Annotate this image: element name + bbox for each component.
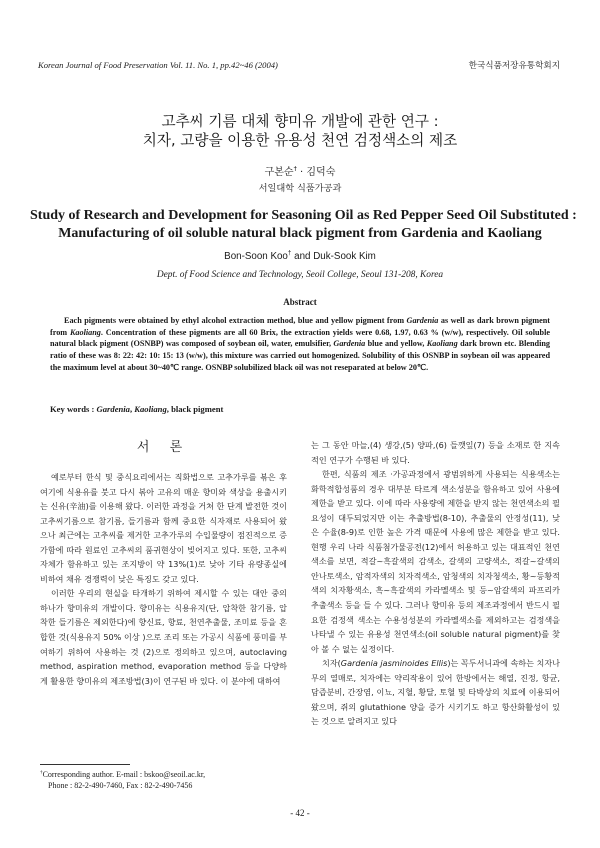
title-english-line1: Study of Research and Development for Seasoning Oil as Red Pepper Seed Oil Substituted : bbox=[30, 208, 577, 223]
authors-english bbox=[40, 251, 560, 262]
intro-paragraph-4: 한편, 식품의 제조 ·가공과정에서 광범위하게 사용되는 식용색소는 화학적합성품의 경우 대부분 타르계 색소성분을 함유하고 있어 사용에 제한을 받고 있다. 이에 따라 사용량에 제한을 받지 않는 천연색소의 필요성이 대두되었지만 이는 추출방법(8-10), 추출물의 안정성(11), 낮은 수율(8-9)로 인한 높은 가격 때문에 사용에 많은 제한을 받고 있다. 현행 우리 나라 식품첨가물공전(12)에서 허용하고 있는 대표적인 천연색소를 보면, 적갈~흑갈색의 감색소, 갈색의 고량색소, 적갈~갈색의 안나토색소, 암적자색의 치자적색소, 암청색의 치자청색소, 황~등황적색의 치자황색소, 흑~흑갈색의 카라멜색소 및 등~암갈색의 파프리카추출색소 등을 들 수 있다. 그러나 향미유 등의 제조과정에서 반드시 필요한 검정색 색소는 수용성성분의 카라멜색소를 제외하고는 검정색을 나타낼 수 있는 유용성 천연색소(oil soluble natural pigment)를 찾아 볼 수 없는 실정이다. bbox=[311, 469, 560, 654]
footnote-phone: Phone : 82-2-490-7460, Fax : 82-2-490-7456 bbox=[48, 781, 193, 790]
title-korean-line1: 고추씨 기름 대체 향미유 개발에 관한 연구 : bbox=[161, 113, 439, 130]
intro-paragraph-5: 치자(Gardenia jasminoides Ellis)는 꼭두서니과에 속하는 치자나무의 열매로, 치자에는 약리작용이 있어 한방에서는 해열, 진정, 항균, 담즙분비, 간장염, 이뇨, 지혈, 황달, 토혈 및 타박상의 치료에 이용되어 왔으며, 쥐의 glutathione 양을 증가 시키기도 하고 항산화활성이 있는 것으로 알려지고 있다 bbox=[311, 658, 560, 727]
corresponding-mark: † bbox=[293, 164, 297, 173]
footnote-email: Corresponding author. E-mail : bskoo@seoil.ac.kr, bbox=[42, 770, 206, 779]
author-korean-2: · 김덕숙 bbox=[296, 167, 336, 178]
author-english-1: Bon-Soon Koo bbox=[224, 251, 288, 262]
section-heading-introduction: 서 론 bbox=[136, 440, 191, 455]
body-column-left bbox=[40, 470, 287, 688]
keywords-label: Key words : bbox=[50, 404, 97, 414]
abstract-heading: Abstract bbox=[283, 297, 317, 307]
intro-paragraph-1: 예로부터 한식 및 중식요리에서는 직화법으로 고추가루를 볶은 후 여기에 식용유를 붓고 다시 볶아 고유의 매운 향미와 색상을 용출시키는 신유(辛油)를 이용해 왔다. 이러한 과정을 거쳐 한 단계 발전한 것이 고추씨기름으로 참기름, 들기름과 함께 중요한 식자재로 사용되어 왔으나 최근에는 고추씨를 제거한 고추가루의 수입물량이 점진적으로 증가함에 따라 원료인 고추씨의 품귀현상이 빚어지고 있다. 또한, 고추씨 자체가 함유하고 있는 조지방이 약 13%(1)로 낮아 기타 유량종실에 비하여 채유 경쟁력이 낮은 특징도 갖고 있다. bbox=[40, 472, 287, 584]
footnote-rule bbox=[40, 764, 130, 765]
authors-korean bbox=[40, 163, 560, 178]
title-english-line2: Manufacturing of oil soluble natural black pigment from Gardenia and Kaoliang bbox=[58, 226, 542, 241]
title-korean-line2: 치자, 고량을 이용한 유용성 천연 검정색소의 제조 bbox=[142, 132, 458, 149]
footnote-mark: † bbox=[40, 769, 43, 776]
intro-paragraph-2: 이러한 우리의 현실을 타개하기 위하여 제시할 수 있는 대안 중의 하나가 향미유의 개발이다. 향미유는 식용유지(단, 압착한 참기름, 압착한 들기름은 제외한다)에 향신료, 향료, 천연추출물, 조미료 등을 혼합한 것(식용유지 50% 이상 )으로 조리 또는 가공시 식품에 풍미를 부여하기 위하여 사용하는 것 (2)으로 정의하고 있으며, autoclaving method, aspiration method, evaporation method 등을 다양하게 활용한 향미유의 제조방법(3)이 연구된 바 있다. 이 분야에 대하여 bbox=[40, 588, 287, 686]
footnote bbox=[40, 769, 287, 791]
corresponding-mark-en: † bbox=[287, 249, 292, 257]
page-number: - 42 - bbox=[290, 808, 310, 818]
author-korean-1: 구본순 bbox=[264, 167, 294, 178]
abstract-body: Each pigments were obtained by ethyl alcohol extraction method, blue and yellow pigment from Gardenia as well as dark brown pigment from Kaoliang. Concentration of these pigments are all 60 Brix, the extraction yields were 0.68, 1.97, 0.63 % (w/w), respectively. Oil soluble natural black pigment (OSNBP) was composed of soybean oil, water, emulsifier, Gardenia blue and yellow, Kaoliang dark brown etc. Blending ratio of these was 8: 22: 42: 10: 15: 13 (w/w), this mixture was carried out homogenized. Solubility of this OSNBP in soybean oil was appeared the maximum level at about 30~40℃ range. OSNBP solubilized black oil was not reseparated at below 20℃. bbox=[50, 316, 551, 372]
journal-citation: Korean Journal of Food Preservation Vol. 11. No. 1, pp.42~46 (2004) bbox=[38, 60, 278, 70]
society-name: 한국식품저장유통학회지 bbox=[468, 61, 560, 71]
keywords: Key words : Gardenia, Kaoliang, black pigment bbox=[50, 404, 224, 414]
intro-paragraph-3: 는 그 동안 마늘,(4) 생강,(5) 양파,(6) 들깻잎(7) 등을 소재로 한 지속적인 연구가 수행된 바 있다. bbox=[311, 440, 560, 465]
author-english-2: and Duk-Sook Kim bbox=[291, 251, 376, 262]
affiliation-english: Dept. of Food Science and Technology, Seoil College, Seoul 131-208, Korea bbox=[156, 270, 444, 280]
affiliation-korean: 서일대학 식품가공과 bbox=[258, 183, 342, 194]
body-column-right bbox=[311, 438, 560, 729]
